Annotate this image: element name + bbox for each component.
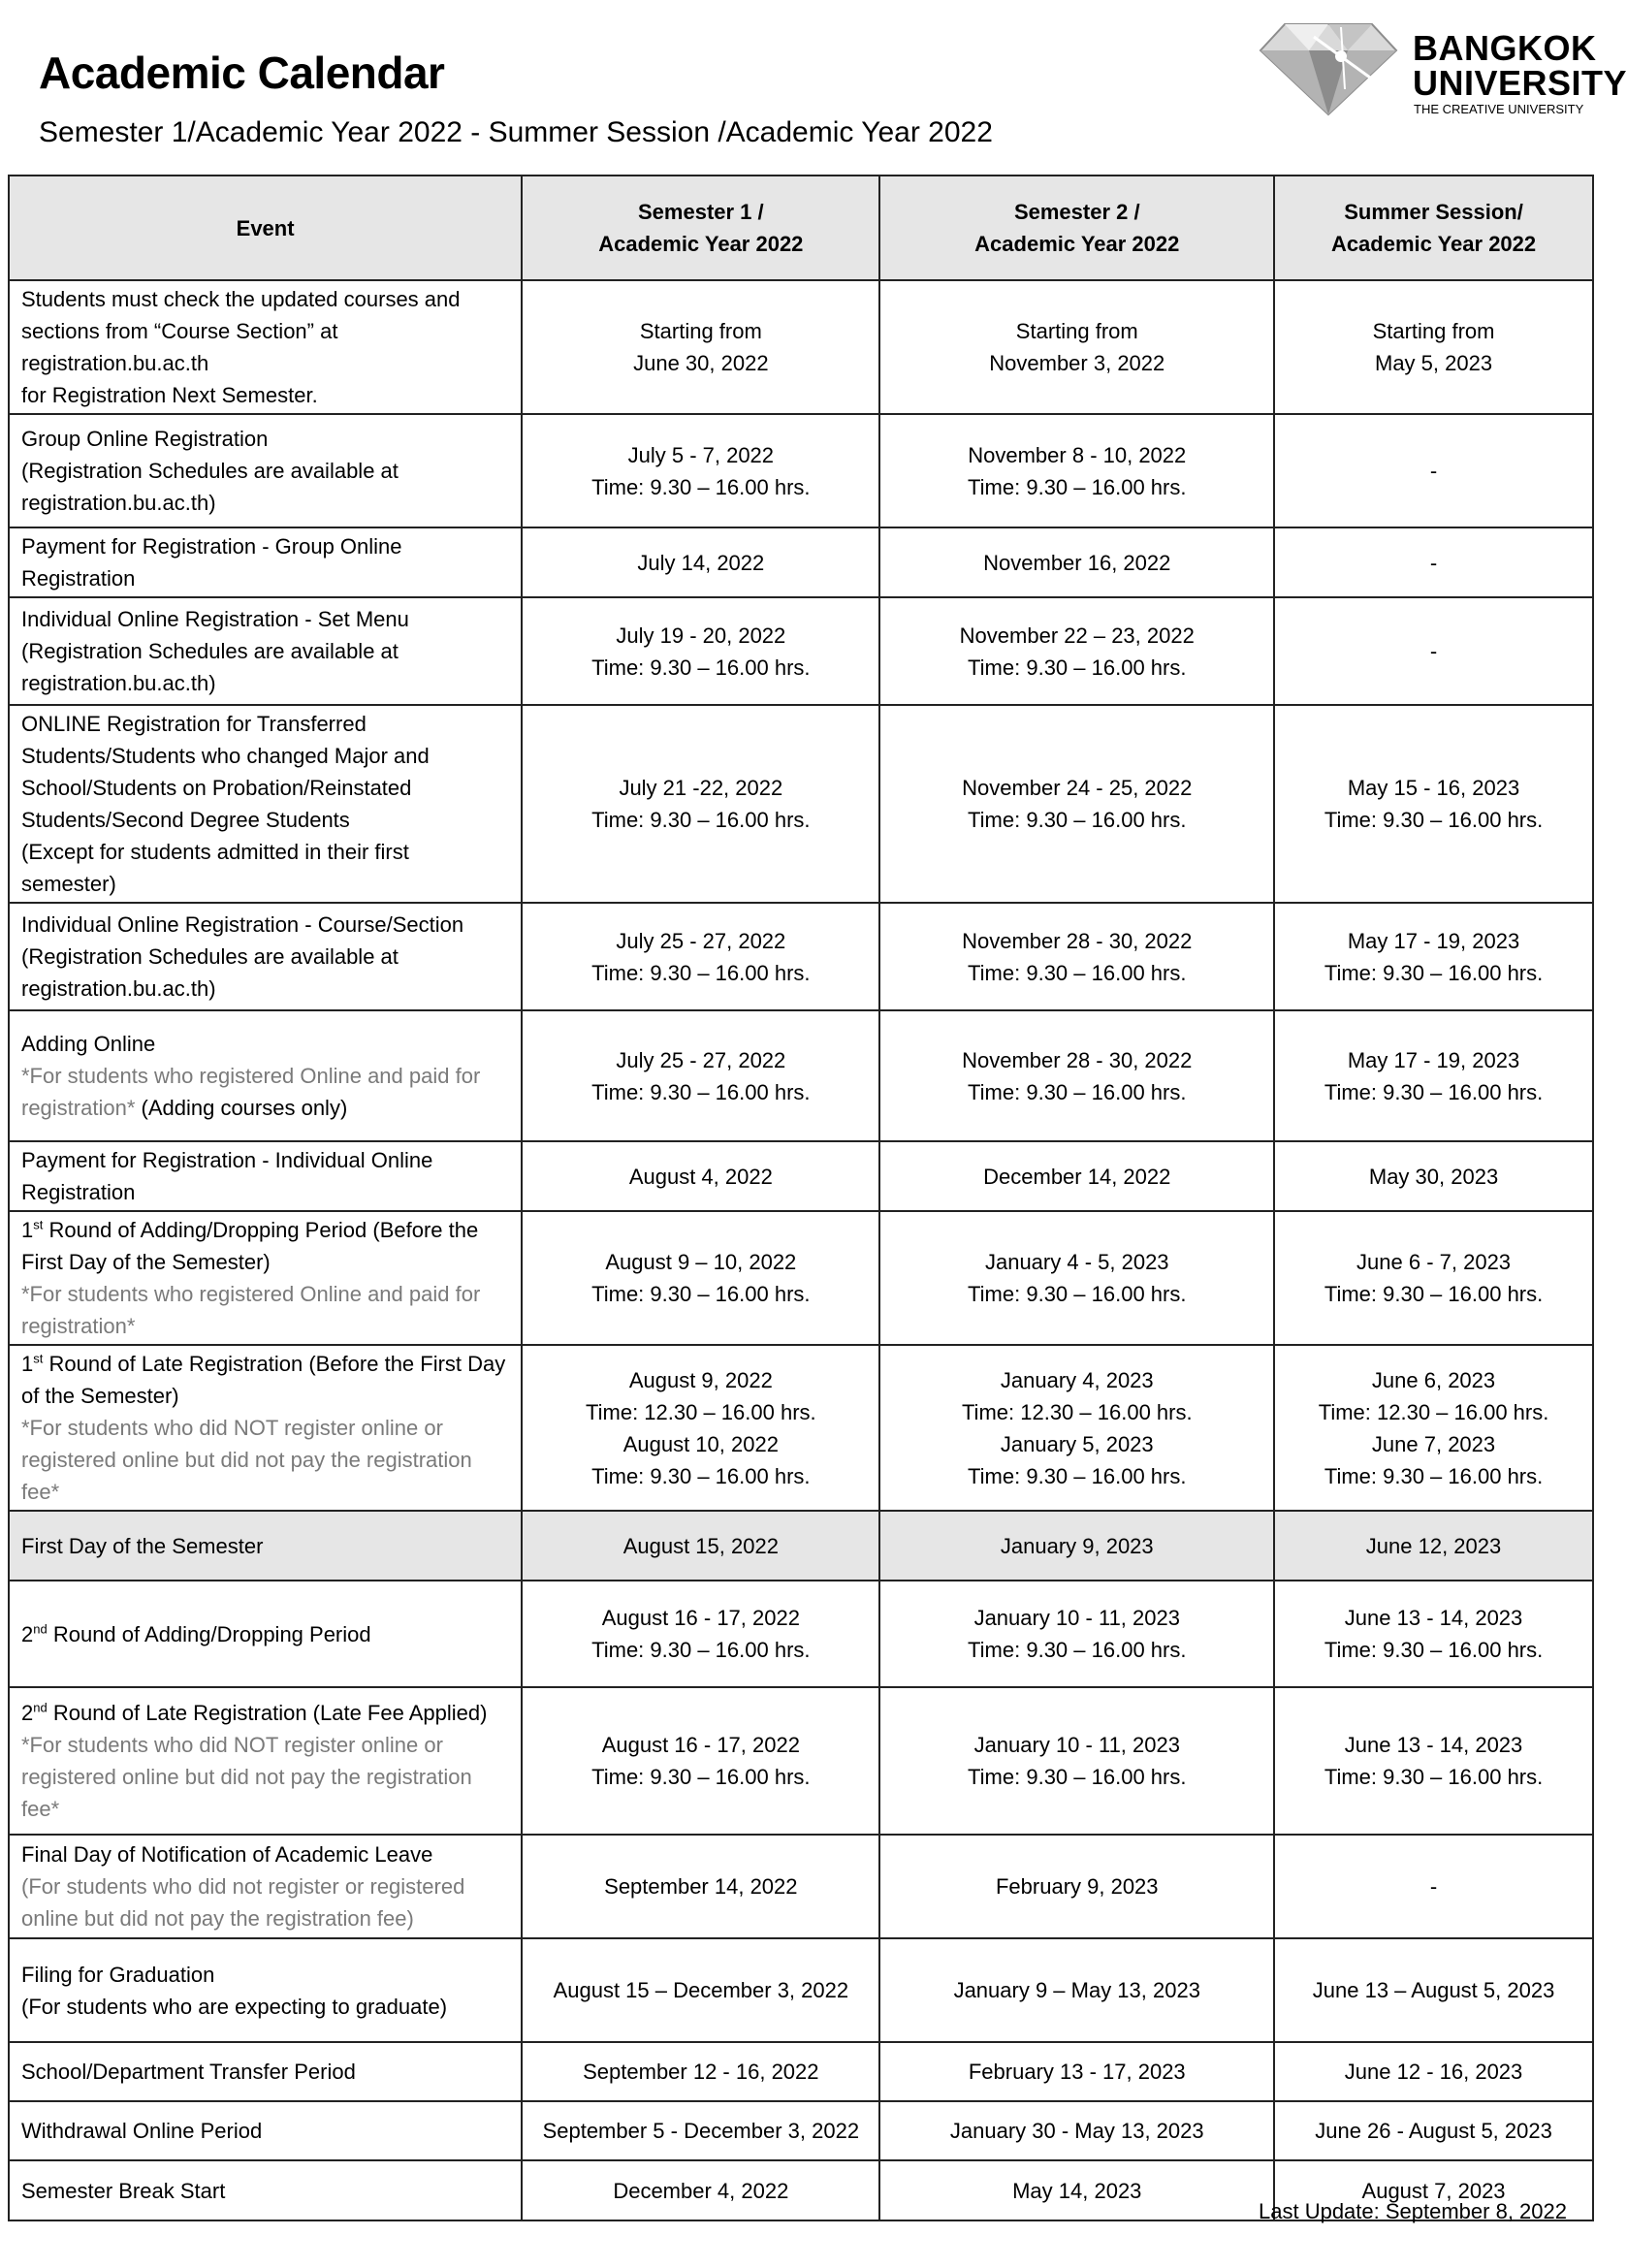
event-text: Individual Online Registration - Set Menu	[21, 607, 409, 631]
cell-line: June 13 - 14, 2023	[1344, 1733, 1523, 1757]
cell-line: January 10 - 11, 2023	[973, 1606, 1180, 1630]
event-cell	[9, 1687, 522, 1835]
sem2-cell	[879, 414, 1274, 527]
logo-line-2: UNIVERSITY	[1413, 63, 1627, 103]
table-body	[9, 280, 1593, 2220]
event-text-rest: Round of Late Registration (Before the First Day of the Semester)	[21, 1352, 506, 1408]
sem1-cell	[522, 527, 879, 597]
summer-cell	[1274, 705, 1593, 903]
cell-line: September 5 - December 3, 2022	[542, 2119, 860, 2143]
cell-line: January 4 - 5, 2023	[984, 1250, 1169, 1274]
event-text: (For students who are expecting to graduate)	[21, 1994, 448, 2019]
cell-line: November 28 - 30, 2022	[962, 928, 1193, 953]
cell-line: June 26 - August 5, 2023	[1315, 2119, 1552, 2143]
table-row	[9, 2042, 1593, 2101]
event-cell	[9, 597, 522, 705]
cell-line: Starting from	[1372, 319, 1495, 343]
event-text: (Registration Schedules are available at registration.bu.ac.th)	[21, 944, 399, 1001]
table-row	[9, 414, 1593, 527]
cell-line: Time: 9.30 – 16.00 hrs.	[591, 1765, 811, 1789]
ordinal-suffix: st	[33, 1351, 44, 1366]
cell-line: February 13 - 17, 2023	[968, 2060, 1186, 2084]
header-line: Semester 2 /	[1013, 200, 1140, 224]
event-text: Semester Break Start	[21, 2178, 226, 2203]
header-line: Academic Year 2022	[974, 232, 1180, 256]
event-text: Adding Online	[21, 1032, 156, 1056]
cell-line: August 7, 2023	[1361, 2178, 1506, 2203]
cell-line: November 28 - 30, 2022	[962, 1047, 1193, 1072]
sem1-cell	[522, 280, 879, 414]
event-cell	[9, 1141, 522, 1211]
cell-line: Time: 9.30 – 16.00 hrs.	[968, 960, 1187, 985]
summer-cell	[1274, 2101, 1593, 2160]
header-line: Summer Session/	[1344, 200, 1523, 224]
cell-line: November 22 – 23, 2022	[959, 623, 1195, 648]
ordinal-number: 1	[21, 1218, 34, 1242]
table-row	[9, 1511, 1593, 1581]
cell-line: -	[1429, 459, 1438, 483]
cell-line: December 4, 2022	[613, 2178, 789, 2203]
cell-line: June 7, 2023	[1371, 1431, 1496, 1456]
summer-cell	[1274, 1938, 1593, 2042]
cell-line: Time: 9.30 – 16.00 hrs.	[968, 1463, 1187, 1488]
event-text-rest: Round of Adding/Dropping Period (Before the First Day of the Semester)	[21, 1218, 479, 1274]
sem1-cell	[522, 2042, 879, 2101]
sem2-cell	[879, 2160, 1274, 2220]
event-cell	[9, 1345, 522, 1511]
event-cell	[9, 903, 522, 1010]
sem2-cell	[879, 1010, 1274, 1141]
cell-line: -	[1429, 639, 1438, 663]
cell-line: January 9, 2023	[1000, 1533, 1154, 1558]
event-text: (Except for students admitted in their first semester)	[21, 840, 409, 896]
table-row	[9, 705, 1593, 903]
sem1-cell	[522, 903, 879, 1010]
sem1-cell	[522, 1345, 879, 1511]
cell-line: Time: 9.30 – 16.00 hrs.	[591, 474, 811, 499]
event-text	[21, 1618, 509, 1650]
cell-line: August 15 – December 3, 2022	[553, 1978, 849, 2002]
event-text: Group Online Registration	[21, 427, 269, 451]
event-text-rest: Round of Late Registration (Late Fee Applied)	[47, 1701, 488, 1725]
cell-line: Time: 9.30 – 16.00 hrs.	[968, 1079, 1187, 1104]
cell-line: December 14, 2022	[983, 1164, 1171, 1189]
event-cell	[9, 1835, 522, 1938]
cell-line: June 30, 2022	[633, 351, 769, 375]
event-note: *For students who registered Online and paid for registration*	[21, 1064, 481, 1120]
cell-line: July 25 - 27, 2022	[616, 1047, 786, 1072]
cell-line: Time: 9.30 – 16.00 hrs.	[591, 1079, 811, 1104]
sem1-cell	[522, 1687, 879, 1835]
ordinal-number: 1	[21, 1352, 34, 1376]
sem2-cell	[879, 280, 1274, 414]
sem2-cell	[879, 1581, 1274, 1687]
cell-line: -	[1429, 550, 1438, 575]
sem2-cell	[879, 2042, 1274, 2101]
event-text: (Registration Schedules are available at registration.bu.ac.th)	[21, 639, 399, 695]
summer-cell	[1274, 527, 1593, 597]
event-cell	[9, 1511, 522, 1581]
cell-line: Time: 9.30 – 16.00 hrs.	[968, 474, 1187, 499]
cell-line: November 3, 2022	[989, 351, 1165, 375]
calendar-table	[8, 175, 1594, 2221]
sem2-cell	[879, 1938, 1274, 2042]
logo-tagline: THE CREATIVE UNIVERSITY	[1414, 102, 1584, 116]
sem2-cell	[879, 2101, 1274, 2160]
sem2-cell	[879, 527, 1274, 597]
sem2-cell	[879, 705, 1274, 903]
event-cell	[9, 280, 522, 414]
table-header-row	[9, 176, 1593, 280]
summer-cell	[1274, 1010, 1593, 1141]
cell-line: Time: 9.30 – 16.00 hrs.	[591, 960, 811, 985]
summer-cell	[1274, 1345, 1593, 1511]
cell-line: Time: 12.30 – 16.00 hrs.	[586, 1399, 816, 1424]
sem2-cell	[879, 1141, 1274, 1211]
header-semester-1	[522, 176, 879, 280]
summer-cell	[1274, 1687, 1593, 1835]
university-logo	[1256, 19, 1627, 126]
cell-line: January 9 – May 13, 2023	[953, 1978, 1200, 2002]
cell-line: June 13 - 14, 2023	[1344, 1606, 1523, 1630]
event-text: First Day of the Semester	[21, 1533, 264, 1558]
sem2-cell	[879, 1511, 1274, 1581]
cell-line: Starting from	[639, 319, 762, 343]
cell-line: Time: 9.30 – 16.00 hrs.	[968, 808, 1187, 832]
table-row	[9, 597, 1593, 705]
header-summer-session	[1274, 176, 1593, 280]
sem2-cell	[879, 1687, 1274, 1835]
cell-line: July 21 -22, 2022	[619, 776, 783, 800]
cell-line: July 5 - 7, 2022	[627, 442, 775, 467]
cell-line: Time: 9.30 – 16.00 hrs.	[591, 1463, 811, 1488]
sem1-cell	[522, 597, 879, 705]
event-text: School/Department Transfer Period	[21, 2060, 356, 2084]
logo-line-1: BANGKOK	[1413, 28, 1597, 68]
cell-line: May 17 - 19, 2023	[1347, 1047, 1520, 1072]
event-text: Withdrawal Online Period	[21, 2119, 263, 2143]
table-row	[9, 1211, 1593, 1345]
cell-line: August 9, 2022	[628, 1367, 773, 1392]
sem2-cell	[879, 1211, 1274, 1345]
summer-cell	[1274, 1581, 1593, 1687]
cell-line: Time: 9.30 – 16.00 hrs.	[968, 655, 1187, 680]
table-row	[9, 1345, 1593, 1511]
cell-line: August 10, 2022	[622, 1431, 779, 1456]
cell-line: Time: 9.30 – 16.00 hrs.	[968, 1765, 1187, 1789]
summer-cell	[1274, 903, 1593, 1010]
event-text: Payment for Registration - Group Online Registration	[21, 534, 402, 591]
cell-line: Time: 9.30 – 16.00 hrs.	[1324, 1079, 1544, 1104]
sem2-cell	[879, 1835, 1274, 1938]
cell-line: June 12 - 16, 2023	[1344, 2060, 1523, 2084]
cell-line: May 5, 2023	[1375, 351, 1493, 375]
sem1-cell	[522, 1835, 879, 1938]
cell-line: September 14, 2022	[604, 1874, 798, 1899]
ordinal-number: 2	[21, 1701, 34, 1725]
event-text	[21, 1697, 509, 1729]
event-cell	[9, 2101, 522, 2160]
table-row	[9, 1581, 1593, 1687]
cell-line: August 4, 2022	[628, 1164, 773, 1189]
header-line: Academic Year 2022	[598, 232, 804, 256]
sem1-cell	[522, 705, 879, 903]
summer-cell	[1274, 1511, 1593, 1581]
sem1-cell	[522, 1141, 879, 1211]
event-note: *For students who registered Online and paid for registration*	[21, 1282, 481, 1338]
sem1-cell	[522, 1938, 879, 2042]
cell-line: February 9, 2023	[995, 1874, 1159, 1899]
event-text: Payment for Registration - Individual Online Registration	[21, 1148, 433, 1204]
diamond-logo-icon	[1256, 19, 1401, 116]
cell-line: September 12 - 16, 2022	[583, 2060, 819, 2084]
cell-line: Time: 12.30 – 16.00 hrs.	[961, 1399, 1193, 1424]
cell-line: July 19 - 20, 2022	[616, 623, 786, 648]
event-note: (For students who did not register or registered online but did not pay the registration fee)	[21, 1874, 465, 1931]
event-text: ONLINE Registration for Transferred Students/Students who changed Major and School/Students on Probation/Reinstated Students/Second Degree Students	[21, 712, 430, 832]
cell-line: Time: 9.30 – 16.00 hrs.	[1324, 808, 1544, 832]
cell-line: August 15, 2022	[622, 1533, 779, 1558]
event-text	[21, 1214, 509, 1278]
table-row	[9, 527, 1593, 597]
cell-line: Time: 12.30 – 16.00 hrs.	[1318, 1399, 1549, 1424]
cell-line: November 16, 2022	[983, 550, 1171, 575]
cell-line: July 25 - 27, 2022	[616, 928, 786, 953]
event-cell	[9, 2160, 522, 2220]
cell-line: Time: 9.30 – 16.00 hrs.	[1324, 1765, 1544, 1789]
event-cell	[9, 1211, 522, 1345]
cell-line: July 14, 2022	[637, 550, 765, 575]
cell-line: Time: 9.30 – 16.00 hrs.	[1324, 960, 1544, 985]
header-line: Semester 1 /	[638, 200, 764, 224]
event-text: (Registration Schedules are available at registration.bu.ac.th)	[21, 459, 399, 515]
event-text: for Registration Next Semester.	[21, 383, 318, 407]
sem2-cell	[879, 903, 1274, 1010]
event-cell	[9, 1938, 522, 2042]
cell-line: Time: 9.30 – 16.00 hrs.	[591, 655, 811, 680]
event-cell	[9, 527, 522, 597]
event-text: Filing for Graduation	[21, 1962, 215, 1987]
ordinal-number: 2	[21, 1621, 34, 1646]
event-cell	[9, 414, 522, 527]
cell-line: June 6, 2023	[1371, 1367, 1496, 1392]
cell-line: November 8 - 10, 2022	[968, 442, 1187, 467]
cell-line: January 4, 2023	[1000, 1367, 1154, 1392]
table-row	[9, 2101, 1593, 2160]
cell-line: May 14, 2023	[1012, 2178, 1142, 2203]
event-text: Final Day of Notification of Academic Leave	[21, 1842, 433, 1867]
event-cell	[9, 1010, 522, 1141]
cell-line: Time: 9.30 – 16.00 hrs.	[968, 1282, 1187, 1306]
header-event: Event	[9, 176, 522, 280]
ordinal-suffix: st	[33, 1217, 44, 1232]
cell-line: May 30, 2023	[1368, 1164, 1499, 1189]
page-subtitle: Semester 1/Academic Year 2022 - Summer Session /Academic Year 2022	[39, 116, 993, 148]
sem2-cell	[879, 1345, 1274, 1511]
table-row	[9, 903, 1593, 1010]
event-text: (Adding courses only)	[135, 1096, 348, 1120]
sem1-cell	[522, 2101, 879, 2160]
summer-cell	[1274, 280, 1593, 414]
cell-line: August 9 – 10, 2022	[605, 1250, 797, 1274]
summer-cell	[1274, 597, 1593, 705]
cell-line: Time: 9.30 – 16.00 hrs.	[1324, 1463, 1544, 1488]
event-cell	[9, 2042, 522, 2101]
ordinal-suffix: nd	[33, 1700, 48, 1715]
event-text: Individual Online Registration - Course/Section	[21, 912, 464, 937]
sem1-cell	[522, 1211, 879, 1345]
sem1-cell	[522, 1511, 879, 1581]
ordinal-suffix: nd	[33, 1621, 48, 1637]
header-line: Academic Year 2022	[1330, 232, 1537, 256]
table-row	[9, 280, 1593, 414]
header-semester-2	[879, 176, 1274, 280]
event-note: *For students who did NOT register online or registered online but did not pay the registration fee*	[21, 1733, 472, 1821]
cell-line: -	[1429, 1874, 1438, 1899]
event-cell	[9, 705, 522, 903]
summer-cell	[1274, 1835, 1593, 1938]
last-update: Last Update: September 8, 2022	[1259, 2199, 1567, 2223]
cell-line: Time: 9.30 – 16.00 hrs.	[1324, 1638, 1544, 1662]
event-text	[21, 1348, 509, 1412]
table-row	[9, 1010, 1593, 1141]
sem2-cell	[879, 597, 1274, 705]
cell-line: June 12, 2023	[1365, 1533, 1502, 1558]
cell-line: January 10 - 11, 2023	[973, 1733, 1180, 1757]
cell-line: June 6 - 7, 2023	[1356, 1250, 1512, 1274]
sem1-cell	[522, 414, 879, 527]
cell-line: Time: 9.30 – 16.00 hrs.	[591, 1638, 811, 1662]
sem1-cell	[522, 1581, 879, 1687]
summer-cell	[1274, 414, 1593, 527]
cell-line: May 15 - 16, 2023	[1347, 776, 1520, 800]
cell-line: Time: 9.30 – 16.00 hrs.	[591, 1282, 811, 1306]
cell-line: August 16 - 17, 2022	[601, 1733, 800, 1757]
event-note: *For students who did NOT register online or registered online but did not pay the registration fee*	[21, 1416, 472, 1504]
summer-cell	[1274, 1211, 1593, 1345]
cell-line: Starting from	[1015, 319, 1138, 343]
event-text-rest: Round of Adding/Dropping Period	[47, 1621, 371, 1646]
cell-line: Time: 9.30 – 16.00 hrs.	[591, 808, 811, 832]
sem1-cell	[522, 2160, 879, 2220]
cell-line: June 13 – August 5, 2023	[1312, 1978, 1555, 2002]
cell-line: Time: 9.30 – 16.00 hrs.	[1324, 1282, 1544, 1306]
cell-line: January 5, 2023	[1000, 1431, 1154, 1456]
summer-cell	[1274, 1141, 1593, 1211]
table-row	[9, 1835, 1593, 1938]
cell-line: Time: 9.30 – 16.00 hrs.	[968, 1638, 1187, 1662]
sem1-cell	[522, 1010, 879, 1141]
event-text: Students must check the updated courses and sections from “Course Section” at registration.bu.ac.th	[21, 287, 461, 375]
event-cell	[9, 1581, 522, 1687]
table-row	[9, 1687, 1593, 1835]
cell-line: August 16 - 17, 2022	[601, 1606, 800, 1630]
table-row	[9, 1938, 1593, 2042]
page-title: Academic Calendar	[39, 48, 445, 98]
cell-line: May 17 - 19, 2023	[1347, 928, 1520, 953]
summer-cell	[1274, 2042, 1593, 2101]
table-row	[9, 1141, 1593, 1211]
cell-line: January 30 - May 13, 2023	[949, 2119, 1204, 2143]
cell-line: November 24 - 25, 2022	[962, 776, 1193, 800]
